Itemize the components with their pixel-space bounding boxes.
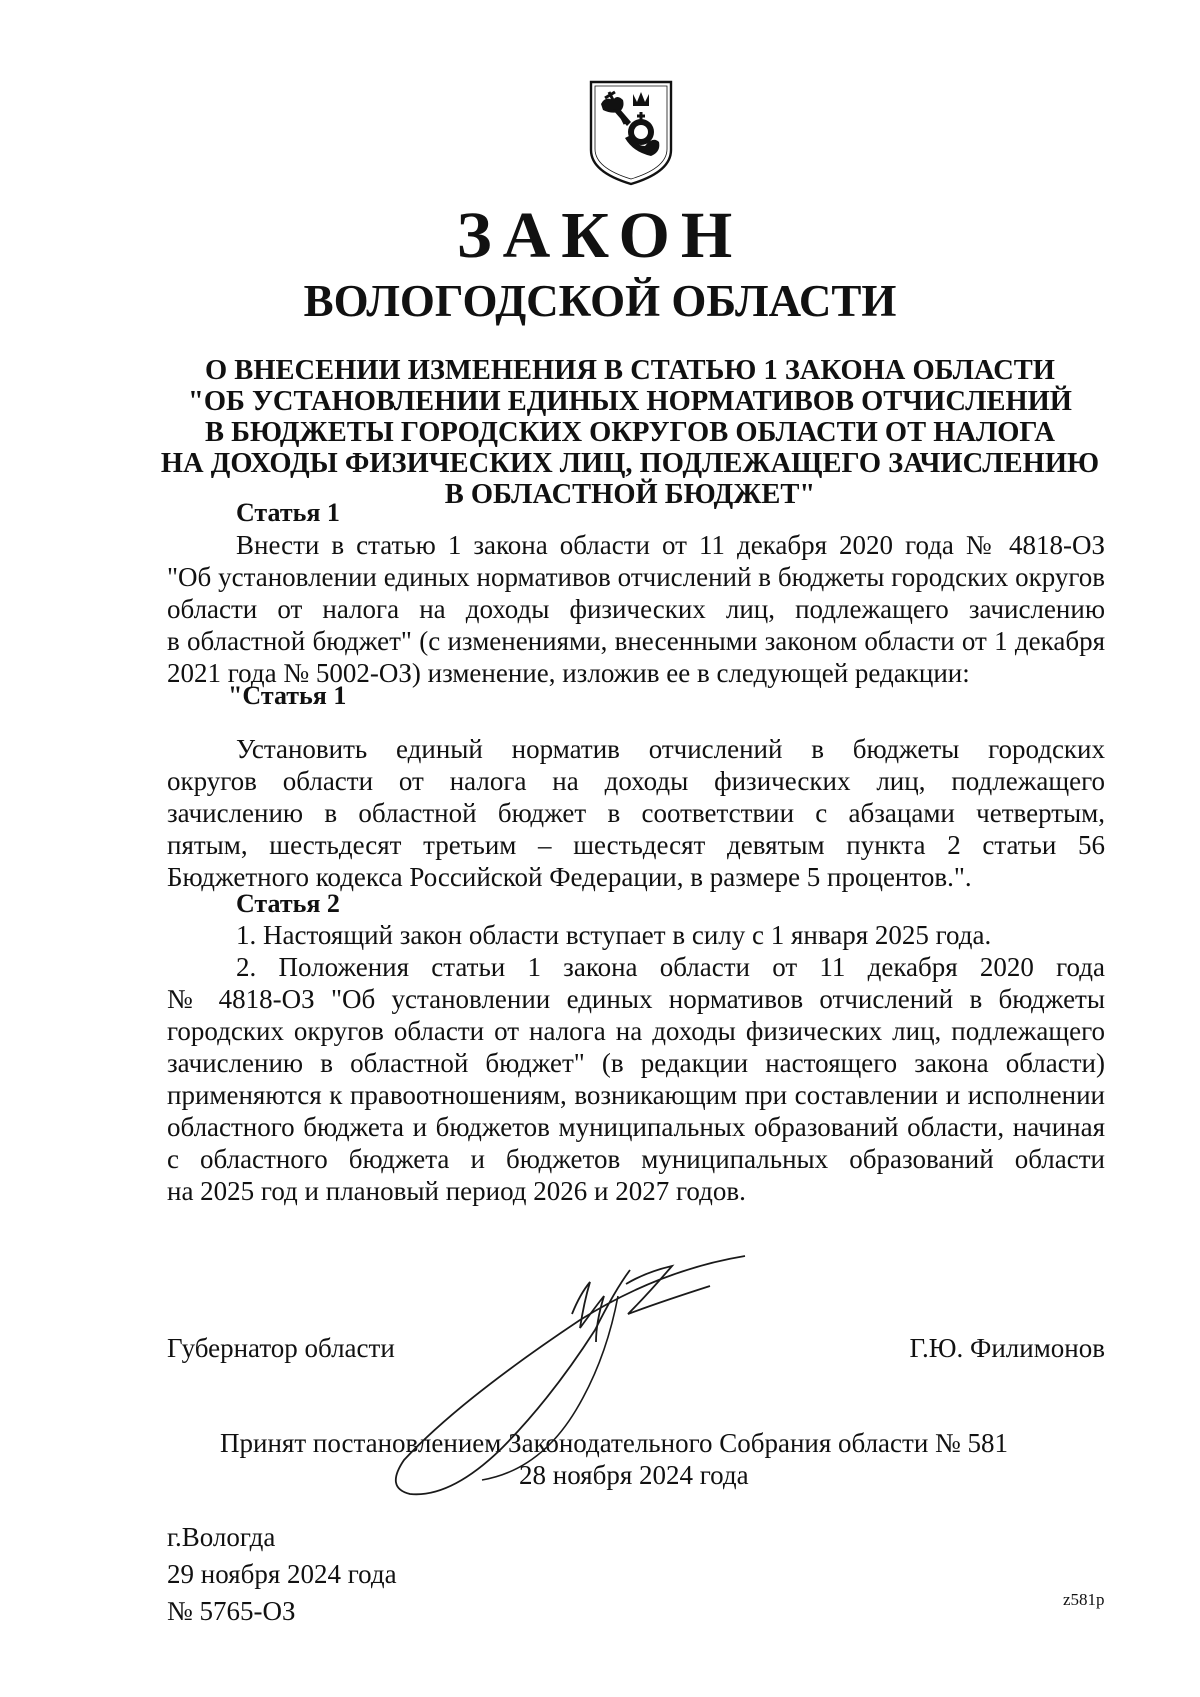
subject-line: В ОБЛАСТНОЙ БЮДЖЕТ" (444, 479, 816, 510)
paragraph-line: в областной бюджет" (с изменениями, внесенными законом области от 1 декабря (167, 626, 1105, 656)
paragraph-line: Внести в статью 1 закона области от 11 декабря 2020 года № 4818-ОЗ (236, 530, 1105, 560)
handwritten-signature-image (390, 1210, 860, 1500)
paragraph-line: "Об установлении единых нормативов отчислений в бюджеты городских округов (167, 562, 1105, 592)
article-2-body (167, 919, 1105, 1207)
paragraph-line: Установить единый норматив отчислений в бюджеты городских (236, 734, 1105, 764)
signatory-position: Губернатор области (167, 1333, 395, 1363)
quoted-article-heading: "Статья 1 (228, 681, 347, 710)
region-heading: ВОЛОГОДСКОЙ ОБЛАСТИ (303, 276, 897, 326)
signing-date: 29 ноября 2024 года (167, 1559, 397, 1589)
paragraph-line: пятым, шестьдесят третьим – шестьдесят девятым пункта 2 статьи 56 (167, 830, 1105, 860)
quoted-article-body (167, 733, 1105, 893)
paragraph-line: зачислению в областной бюджет в соответствии с абзацами четвертым, (167, 798, 1105, 828)
subject-line: НА ДОХОДЫ ФИЗИЧЕСКИХ ЛИЦ, ПОДЛЕЖАЩЕГО ЗАЧИСЛЕНИЮ (160, 448, 1100, 479)
paragraph-line: областного бюджета и бюджетов муниципальных образований области, начиная (167, 1112, 1105, 1142)
paragraph-line: Бюджетного кодекса Российской Федерации, в размере 5 процентов.". (167, 862, 972, 892)
law-subject-title (150, 355, 1110, 510)
paragraph-line: 2. Положения статьи 1 закона области от 11 декабря 2020 года (236, 952, 1105, 982)
article-2-heading: Статья 2 (236, 889, 340, 918)
document-type-heading: ЗАКОН (456, 199, 744, 272)
article-1-heading: Статья 1 (236, 498, 340, 527)
adoption-note: Принят постановлением Законодательного Собрания области № 581 (220, 1428, 1009, 1458)
paragraph-line: применяются к правоотношениям, возникающим при составлении и исполнении (167, 1080, 1105, 1110)
subject-line: В БЮДЖЕТЫ ГОРОДСКИХ ОКРУГОВ ОБЛАСТИ ОТ НАЛОГА (205, 417, 1055, 448)
paragraph-line: с областного бюджета и бюджетов муниципальных образований области (167, 1144, 1105, 1174)
document-code: z581p (1063, 1590, 1105, 1609)
city: г.Вологда (167, 1522, 276, 1552)
paragraph-line: № 4818-ОЗ "Об установлении единых нормативов отчислений в бюджеты (167, 984, 1105, 1014)
article-1-body (167, 529, 1105, 689)
paragraph-line: зачислению в областной бюджет" (в редакции настоящего закона области) (167, 1048, 1105, 1078)
adoption-date: 28 ноября 2024 года (519, 1460, 749, 1490)
paragraph-line: на 2025 год и плановый период 2026 и 2027 годов. (167, 1176, 746, 1206)
paragraph-line: 2021 года № 5002-ОЗ) изменение, изложив ее в следующей редакции: (167, 658, 970, 688)
signatory-name: Г.Ю. Филимонов (909, 1333, 1105, 1363)
paragraph-line: 1. Настоящий закон области вступает в силу с 1 января 2025 года. (236, 920, 992, 950)
subject-line: "ОБ УСТАНОВЛЕНИИ ЕДИНЫХ НОРМАТИВОВ ОТЧИСЛЕНИЙ (188, 386, 1072, 417)
paragraph-line: округов области от налога на доходы физических лиц, подлежащего (167, 766, 1105, 796)
place-date-number (167, 1519, 397, 1630)
paragraph-line: городских округов области от налога на доходы физических лиц, подлежащего (167, 1016, 1105, 1046)
law-number: № 5765-ОЗ (167, 1596, 296, 1626)
subject-line: О ВНЕСЕНИИ ИЗМЕНЕНИЯ В СТАТЬЮ 1 ЗАКОНА ОБЛАСТИ (205, 355, 1055, 386)
coat-of-arms-emblem (585, 76, 677, 188)
paragraph-line: области от налога на доходы физических лиц, подлежащего зачислению (167, 594, 1105, 624)
